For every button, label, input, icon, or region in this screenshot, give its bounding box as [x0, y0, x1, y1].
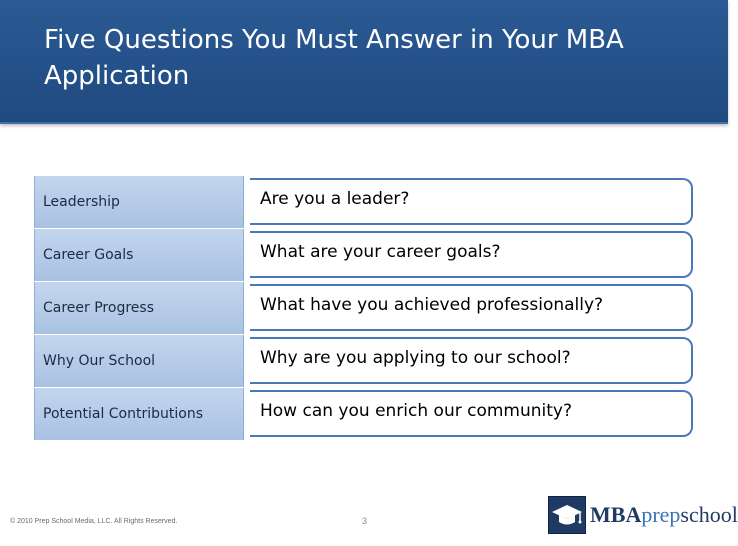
topic-box [34, 282, 244, 334]
question-text: Why are you applying to our school? [260, 348, 571, 368]
topic-label: Why Our School [43, 353, 156, 369]
question-box [250, 231, 693, 278]
page-number: 3 [362, 516, 368, 526]
matrix-row [0, 229, 728, 282]
question-box [250, 284, 693, 331]
topic-box [34, 229, 244, 281]
question-text: Are you a leader? [260, 189, 410, 209]
topic-label: Career Progress [43, 300, 154, 316]
logo-prep: prep [641, 502, 681, 527]
logo-wordmark [590, 502, 738, 528]
graduation-cap-icon [548, 496, 586, 534]
title-bar [0, 0, 728, 124]
question-text: What have you achieved professionally? [260, 295, 604, 315]
question-box [250, 390, 693, 437]
topic-box [34, 388, 244, 440]
topic-label: Career Goals [43, 247, 134, 263]
topic-box [34, 176, 244, 228]
question-box [250, 337, 693, 384]
slide-title: Five Questions You Must Answer in Your MBA Application [44, 25, 624, 91]
mbaprepschool-logo [548, 496, 738, 538]
copyright-notice: © 2010 Prep School Media, LLC. All Rights Reserved. [10, 518, 178, 525]
matrix-row [0, 388, 728, 441]
topic-label: Potential Contributions [43, 406, 204, 422]
matrix-row [0, 282, 728, 335]
question-matrix [0, 176, 728, 442]
matrix-row [0, 335, 728, 388]
logo-school: school [680, 502, 738, 527]
logo-mba: MBA [590, 502, 642, 527]
question-box [250, 178, 693, 225]
question-text: How can you enrich our community? [260, 401, 573, 421]
matrix-row [0, 176, 728, 229]
topic-box [34, 335, 244, 387]
question-text: What are your career goals? [260, 242, 501, 262]
topic-label: Leadership [43, 194, 120, 210]
